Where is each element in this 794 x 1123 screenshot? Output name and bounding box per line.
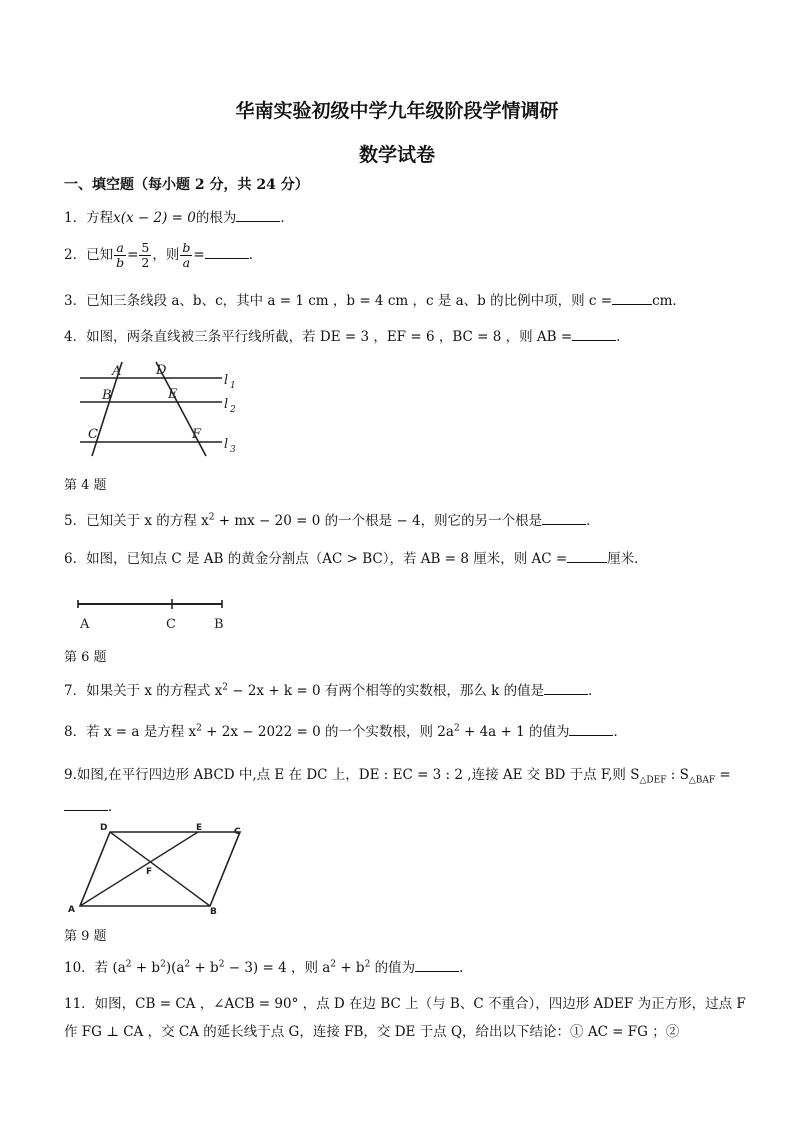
q1-equation: x(x − 2) = 0 [113,210,196,226]
fraction-b-over-a: $\frac{b}{a}$ [182,240,191,270]
answer-blank[interactable] [612,292,652,305]
q1-text-2: 的根为 [195,210,237,226]
fraction-a-over-b: $\frac{a}{b}$ [116,240,125,270]
question-8 [64,720,627,740]
q6-text: 6．如图，已知点 C 是 AB 的黄金分割点（AC > BC），若 AB = 8 厘米，则 AC = [64,551,568,567]
subscript: △DEF [639,775,667,786]
question-11-line-1: 11．如图，CB = CA ，∠ACB = 90° ，点 D 在边 BC 上（与 B、C 不重合），四边形 ADEF 为正方形，过点 F [64,996,746,1012]
q9-end: ． [108,799,122,815]
answer-blank[interactable] [572,328,616,341]
answer-blank[interactable] [569,723,613,736]
exam-title: 华南实验初级中学九年级阶段学情调研 [235,100,559,122]
question-2 [64,241,262,270]
question-9-continued [64,795,122,815]
superscript: 2 [453,723,460,734]
q7-end: ． [588,683,602,699]
q10-text: 的值为 [370,960,416,976]
q3-end: cm． [652,293,686,309]
label-B: B [102,388,112,403]
q2-text: 2．已知 [64,247,114,263]
label-B: B [214,617,224,632]
q7-text: 7．如果关于 x 的方程式 x [64,683,223,699]
equals-sign: = [127,247,139,263]
q8-text: 8．若 x = a 是方程 x [64,724,197,740]
answer-blank[interactable] [205,246,249,259]
superscript: 2 [184,959,191,970]
q10-text: + b [131,960,161,976]
question-4 [64,325,630,345]
fraction-5-over-2: $\frac{5}{2}$ [141,240,150,270]
q9-text: 9.如图,在平行四边形 ABCD 中,点 E 在 DC 上，DE : EC = 3 : 2 ,连接 AE 交 BD 于点 F,则 S [64,767,640,783]
q10-text: − 3) = 4 ，则 a [224,960,331,976]
question-10 [64,956,473,976]
q7-text-2: − 2x + k = 0 有两个相等的实数根，那么 k 的值是 [227,683,545,699]
q5-end: ． [586,513,600,529]
label-A: A [112,364,122,379]
q2-text-2: ，则 [152,247,180,263]
label-C: C [88,427,98,442]
label-F: F [192,427,202,442]
label-C: C [234,827,241,837]
superscript: 2 [208,512,215,523]
question-5 [64,509,600,529]
label-l3: l [224,437,229,452]
figure-4-caption: 第 4 题 [64,478,107,493]
q9-text-3: = [715,767,731,783]
answer-blank[interactable] [544,682,588,695]
equals-sign: = [193,247,205,263]
label-l2-sub: 2 [230,405,236,415]
superscript: 2 [125,959,132,970]
subscript: △BAF [688,775,716,786]
answer-blank[interactable] [64,798,108,811]
answer-blank[interactable] [236,209,280,222]
figure-6-caption: 第 6 题 [64,650,107,665]
label-E: E [168,387,178,402]
label-l1: l [224,373,229,388]
label-A: A [80,617,90,632]
q10-text: )(a [165,960,185,976]
label-A: A [68,905,75,915]
figure-4-parallel-lines [72,356,252,460]
label-E: E [196,823,203,833]
label-B: B [210,907,217,917]
answer-blank[interactable] [567,550,607,563]
question-6 [64,547,648,567]
question-3 [64,289,686,309]
question-9 [64,763,731,786]
q4-end: ． [616,329,630,345]
superscript: 2 [196,723,202,734]
superscript: 2 [222,682,228,693]
q4-text: 4．如图，两条直线被三条平行线所截，若 DE = 3 ，EF = 6 ，BC = 8 ，则 AB = [64,329,573,345]
q1-text: 方程 [86,210,114,226]
q10-text: 10．若 (a [64,960,126,976]
question-1 [64,206,294,226]
q2-end: ． [248,247,263,263]
q9-text-2: : S [666,767,689,783]
q5-text-2: + mx − 20 = 0 的一个根是 − 4，则它的另一个根是 [214,513,543,529]
answer-blank[interactable] [415,959,459,972]
label-l1-sub: 1 [230,381,236,391]
exam-subtitle: 数学试卷 [358,144,435,166]
q10-text: + b [190,960,219,976]
superscript: 2 [330,959,337,970]
label-F: F [146,867,153,877]
q1-end: ． [280,210,294,226]
label-l3-sub: 3 [230,445,236,455]
q5-text: 5．已知关于 x 的方程 x [64,513,209,529]
figure-9-caption: 第 9 题 [64,929,107,944]
q10-text: + b [336,960,365,976]
q1-number: 1． [64,210,87,226]
superscript: 2 [160,959,166,970]
section-heading: 一、填空题（每小题 2 分，共 24 分） [64,177,309,193]
q8-end: ． [613,724,627,740]
label-C: C [166,617,176,632]
label-D: D [100,823,108,833]
q3-text: 3．已知三条线段 a、b、c，其中 a = 1 cm ，b = 4 cm ，c 是 a、b 的比例中项，则 c = [64,293,613,309]
superscript: 2 [364,959,371,970]
q8-text-3: + 4a + 1 的值为 [459,724,570,740]
answer-blank[interactable] [542,512,586,525]
question-7 [64,679,602,699]
q10-end: ． [459,960,473,976]
label-l2: l [224,397,229,412]
label-D: D [156,363,167,378]
figure-9-parallelogram [64,820,254,920]
q6-end: 厘米． [607,551,648,567]
superscript: 2 [218,959,225,970]
figure-6-segment [74,594,234,636]
question-11-line-2: 作 FG ⊥ CA ，交 CA 的延长线于点 G，连接 FB，交 DE 于点 Q，给出以下结论：① AC = FG ；② [64,1024,680,1040]
q8-text-2: + 2x − 2022 = 0 的一个实数根，则 2a [201,724,454,740]
